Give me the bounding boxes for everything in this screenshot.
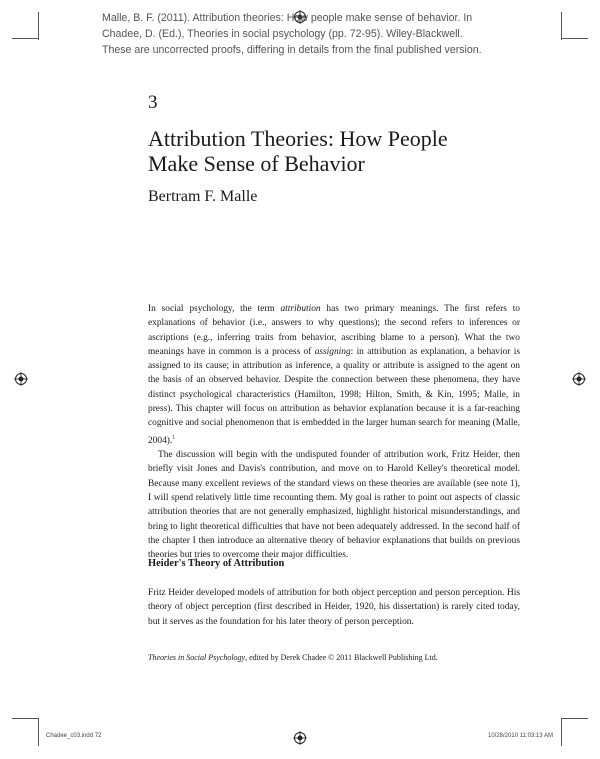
crop-mark <box>562 38 588 39</box>
section-text <box>148 586 520 629</box>
crop-mark <box>12 38 38 39</box>
author-name: Bertram F. Malle <box>148 188 258 205</box>
crop-mark <box>562 718 588 719</box>
crop-mark <box>561 12 562 40</box>
registration-mark-icon <box>572 372 586 386</box>
crop-mark <box>38 12 39 40</box>
crop-mark <box>38 718 39 746</box>
section-heading: Heider's Theory of Attribution <box>148 558 285 569</box>
crop-mark <box>561 718 562 746</box>
chapter-number: 3 <box>148 92 158 113</box>
citation-line: Chadee, D. (Ed.), Theories in social psychology (pp. 72-95). Wiley-Blackwell. <box>102 28 463 40</box>
chapter-title <box>148 126 448 176</box>
paragraph: The discussion will begin with the undisputed founder of attribution work, Fritz Heider, then briefly visit Jones and Davis's contribution, and move on to Harold Kelley's theoretical model. Because many excellent reviews of the standard views on these theories are available (see note 1), I will spend relatively little time recounting them. My goal is rather to point out aspects of classic attribution theories that are not generally emphasized, highlight historical misunderstandings, and bring to light theoretical difficulties that have not been adequately addressed. In the second half of the chapter I then introduce an alternative theory of behavior explanations that builds on previous theories but tries to overcome their major difficulties. <box>148 450 520 561</box>
paragraph: Fritz Heider developed models of attribution for both object perception and person perception. His theory of object perception (first described in Heider, 1920, his dissertation) is rarely cited today, but it serves as the foundation for his later theory of person perception. <box>148 588 520 627</box>
citation-line: Malle, B. F. (2011). Attribution theories: How people make sense of behavior. In <box>102 12 473 24</box>
page-footer: Theories in Social Psychology, edited by Derek Chadee © 2011 Blackwell Publishing Ltd. <box>148 653 438 662</box>
crop-mark <box>12 718 38 719</box>
slug-datetime: 10/28/2010 11:03:13 AM <box>488 733 553 739</box>
registration-mark-icon <box>14 372 28 386</box>
registration-mark-icon <box>293 731 307 745</box>
intro-text <box>148 302 520 562</box>
chapter-title-line: Attribution Theories: How People <box>148 126 448 151</box>
footnote-ref[interactable]: 1 <box>172 434 176 441</box>
citation-line: These are uncorrected proofs, differing in details from the final published version. <box>102 44 482 56</box>
paragraph: In social psychology, the term attribution has two primary meanings. The first refers to explanations of behavior (i.e., answers to why questions); the second refers to inferences or ascriptions (e.g., inferring traits from behavior, ascribing blame to a person). What the two meanings have in common is a process of assigning: in attribution as explanation, a behavior is assigned to its cause; in attribution as inference, a quality or attribute is assigned to the agent on the basis of an observed behavior. Despite the connection between these phenomena, they have distinct psychological characteristics (Hamilton, 1998; Hilton, Smith, & Kin, 1995; Malle, in press). This chapter will focus on attribution as behavior explanation because it is a far-reaching cognitive and social phenomenon that is embedded in the larger human search for meaning (Malle, 2004).$^1$ <box>148 304 520 446</box>
citation-note <box>102 10 532 58</box>
chapter-title-line: Make Sense of Behavior <box>148 151 365 176</box>
slug-file: Chadee_c03.indd 72 <box>46 733 102 739</box>
